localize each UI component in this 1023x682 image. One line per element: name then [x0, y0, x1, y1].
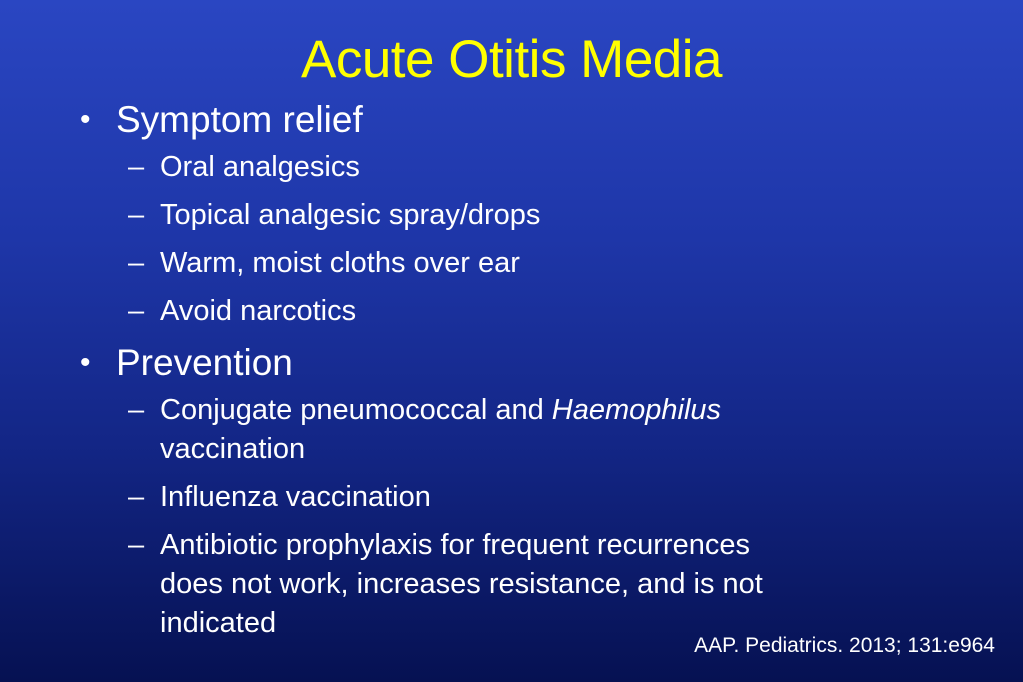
sub-item [78, 148, 938, 187]
sub-item-text-cont: indicated [160, 607, 277, 639]
sub-item [78, 478, 938, 517]
sub-item-text: Antibiotic prophylaxis for frequent recurrences [160, 529, 750, 561]
sub-item-text: Topical analgesic spray/drops [160, 199, 541, 231]
sub-item [78, 526, 938, 643]
sub-item [78, 391, 938, 469]
bullet-heading: Prevention [116, 342, 293, 383]
citation: AAP. Pediatrics. 2013; 131:e964 [694, 634, 995, 657]
bullet-prevention [78, 341, 938, 385]
dash: – [128, 247, 145, 279]
bullet-dot: • [80, 103, 91, 136]
sub-item [78, 244, 938, 283]
slide-title: Acute Otitis Media [300, 30, 723, 89]
sub-item [78, 292, 938, 331]
dash: – [128, 199, 145, 231]
bullet-symptom-relief [78, 98, 938, 142]
dash: – [128, 481, 145, 513]
sub-item [78, 196, 938, 235]
sub-item-text: Influenza vaccination [160, 481, 431, 513]
sub-item-text: Warm, moist cloths over ear [160, 247, 520, 279]
dash: – [128, 295, 145, 327]
sub-item-text-cont: does not work, increases resistance, and is not [160, 568, 763, 600]
sub-item-text: Conjugate pneumococcal and [160, 394, 552, 426]
slide-body [78, 98, 938, 643]
dash: – [128, 151, 145, 183]
sub-item-text: Oral analgesics [160, 151, 360, 183]
dash: – [128, 394, 145, 426]
bullet-heading: Symptom relief [116, 99, 363, 140]
sub-item-text: Avoid narcotics [160, 295, 357, 327]
sub-item-text-cont: vaccination [160, 433, 306, 465]
bullet-dot: • [80, 346, 91, 379]
italic-term: Haemophilus [551, 394, 722, 426]
dash: – [128, 529, 145, 561]
